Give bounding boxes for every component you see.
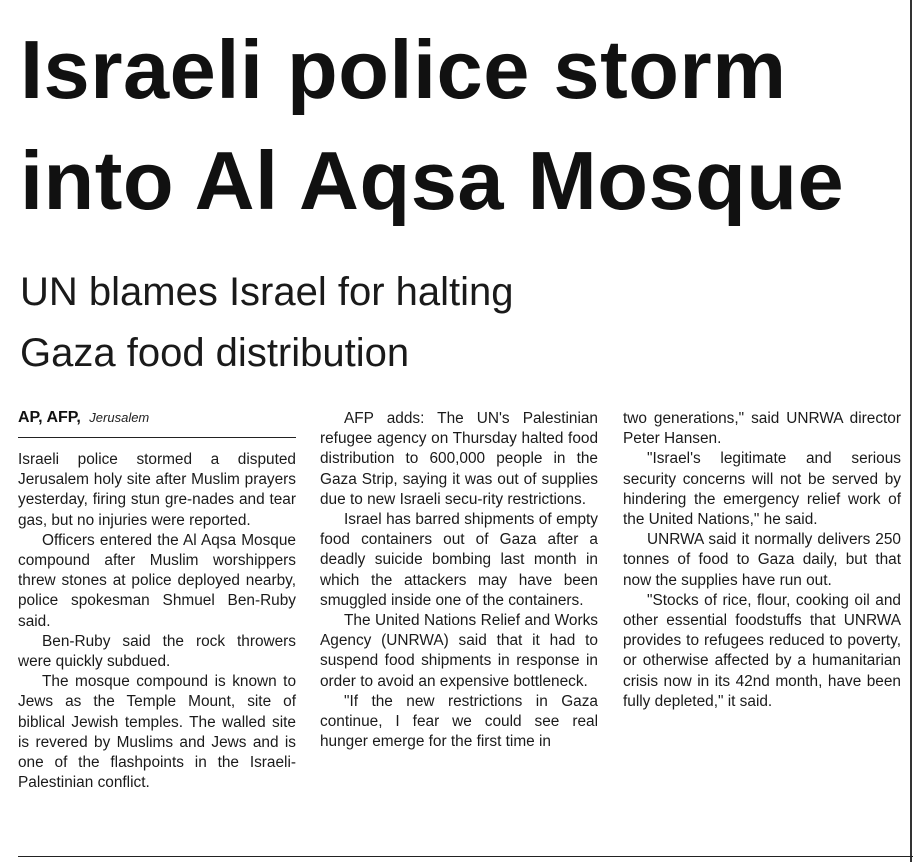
bottom-rule [18, 856, 913, 857]
subheadline-line: Gaza food distribution [20, 331, 410, 375]
article-paragraph: "Stocks of rice, flour, cooking oil and other essential foodstuffs that UNRWA provides to refugees reduced to poverty, or otherwise affected by a humanitarian crisis now in its 42nd month, have been fully depleted," it said. [623, 591, 901, 710]
subheadline [20, 262, 820, 384]
subheadline-line: UN blames Israel for halting [20, 270, 514, 314]
article-paragraph: "If the new restrictions in Gaza continue, I fear we could see real hunger emerge for the first time in [320, 692, 598, 751]
headline-line: into Al Aqsa Mosque [20, 134, 845, 227]
article-column-3 [623, 409, 901, 712]
article-paragraph: Israeli police stormed a disputed Jerusalem holy site after Muslim prayers yesterday, firing stun gre-nades and tear gas, but no injuries were reported. [18, 451, 296, 529]
article-paragraph: The mosque compound is known to Jews as the Temple Mount, site of biblical Jewish temples. The walled site is revered by Muslims and Jews and is one of the flashpoints in the Israeli-Palestinian conflict. [18, 673, 296, 792]
right-column-rule [910, 0, 912, 862]
article-column-1 [18, 450, 296, 793]
article-paragraph: UNRWA said it normally delivers 250 tonnes of food to Gaza daily, but that now the supplies have run out. [623, 531, 901, 589]
article-column-2 [320, 409, 598, 752]
article-paragraph: The United Nations Relief and Works Agency (UNRWA) said that it had to suspend food shipments in response in order to avoid an expensive bottleneck. [320, 612, 598, 690]
article-paragraph: Israel has barred shipments of empty food containers out of Gaza after a deadly suicide bombing last month in which the attackers may have been smuggled inside one of the containers. [320, 511, 598, 609]
article-paragraph: Officers entered the Al Aqsa Mosque compound after Muslim worshippers threw stones at police deployed nearby, police spokesman Shmuel Ben-Ruby said. [18, 531, 296, 630]
byline [18, 409, 296, 438]
headline [20, 14, 905, 236]
byline-agencies: AP, AFP, [18, 409, 81, 426]
article-paragraph: "Israel's legitimate and serious security concerns will not be served by hindering the emergency relief work of the United Nations," he said. [623, 450, 901, 529]
byline-dateline: Jerusalem [89, 410, 150, 425]
article-paragraph: AFP adds: The UN's Palestinian refugee agency on Thursday halted food distribution to 600,000 people in the Gaza Strip, saying it was out of supplies due to new Israeli secu-rity restrictions. [320, 410, 598, 508]
article-paragraph: Ben-Ruby said the rock throwers were quickly subdued. [18, 632, 296, 671]
article-paragraph: two generations," said UNRWA director Peter Hansen. [623, 410, 901, 448]
headline-line: Israeli police storm [20, 23, 787, 116]
